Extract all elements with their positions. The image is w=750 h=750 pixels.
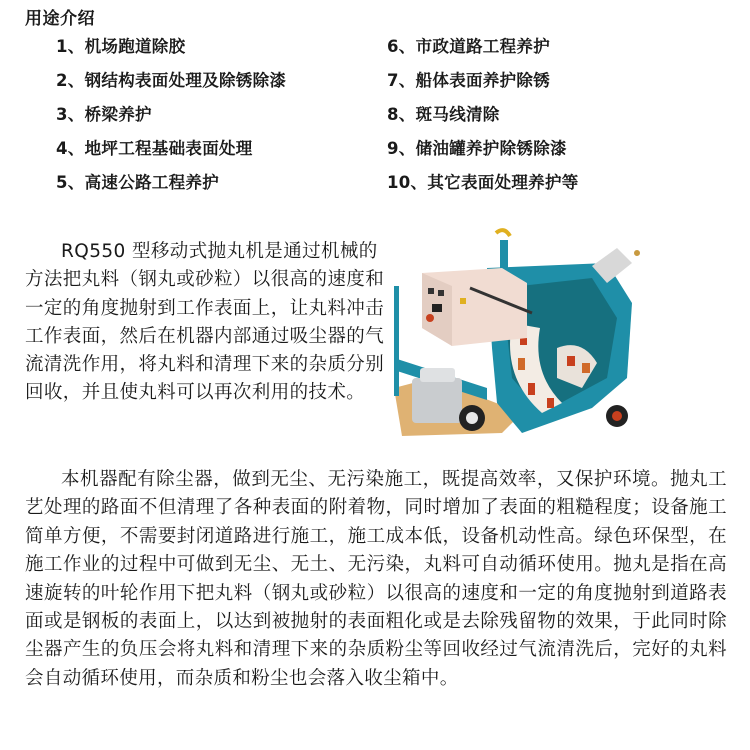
- use-number: 9、: [387, 139, 416, 158]
- shot-blasting-machine-image: [392, 228, 642, 440]
- use-number: 3、: [56, 105, 85, 124]
- use-number: 5、: [56, 173, 85, 192]
- use-item: [56, 34, 286, 68]
- use-item: [387, 136, 579, 170]
- body-paragraph: 本机器配有除尘器，做到无尘、无污染施工，既提高效率，又保护环境。抛丸工艺处理的路面不但清理了各种表面的附着物，同时增加了表面的粗糙程度；设备施工简单方便，不需要封闭道路进行施工，施工成本低，设备机动性高。绿色环保型，在施工作业的过程中可做到无尘、无土、无污染，丸料可自动循环使用。抛丸是指在高速旋转的叶轮作用下把丸料（钢丸或砂粒）以很高的速度和一定的角度抛射到道路表面或是钢板的表面上，以达到被抛射的表面粗化或是去除残留物的效果，于此同时除尘器产生的负压会将丸料和清理下来的杂质粉尘等回收经过气流清洗后，完好的丸料会自动循环使用，而杂质和粉尘也会落入收尘箱中。: [25, 469, 727, 689]
- use-item: [387, 170, 579, 204]
- intro-paragraph: RQ550 型移动式抛丸机是通过机械的方法把丸料（钢丸或砂粒）以很高的速度和一定的角度抛射到工作表面上，让丸料冲击工作表面，然后在机器内部通过吸尘器的气流清洗作用，将丸料和清理下来的杂质分别回收，并且使丸料可以再次利用的技术。: [25, 241, 385, 404]
- use-item: [387, 34, 579, 68]
- use-item: [387, 68, 579, 102]
- use-item: [56, 68, 286, 102]
- section-title: 用途介绍: [25, 9, 95, 29]
- intro-text: [25, 238, 390, 408]
- use-item: [56, 102, 286, 136]
- use-number: 2、: [56, 71, 85, 90]
- use-label: 钢结构表面处理及除锈除漆: [84, 71, 287, 90]
- use-item: [56, 136, 286, 170]
- use-label: 高速公路工程养护: [84, 173, 219, 192]
- use-label: 桥梁养护: [84, 105, 152, 124]
- machine-illustration-icon: [392, 228, 642, 440]
- use-label: 市政道路工程养护: [415, 37, 550, 56]
- use-label: 机场跑道除胶: [84, 37, 186, 56]
- use-number: 7、: [387, 71, 416, 90]
- use-number: 1、: [56, 37, 85, 56]
- body-text: [25, 466, 727, 693]
- use-number: 8、: [387, 105, 416, 124]
- use-number: 10、: [387, 173, 428, 192]
- use-label: 斑马线清除: [415, 105, 500, 124]
- use-label: 地坪工程基础表面处理: [84, 139, 253, 158]
- uses-list-right: [387, 34, 579, 204]
- use-label: 船体表面养护除锈: [415, 71, 550, 90]
- uses-list-left: [56, 34, 286, 204]
- use-number: 6、: [387, 37, 416, 56]
- use-item: [56, 170, 286, 204]
- use-label: 储油罐养护除锈除漆: [415, 139, 567, 158]
- use-number: 4、: [56, 139, 85, 158]
- use-item: [387, 102, 579, 136]
- use-label: 其它表面处理养护等: [427, 173, 579, 192]
